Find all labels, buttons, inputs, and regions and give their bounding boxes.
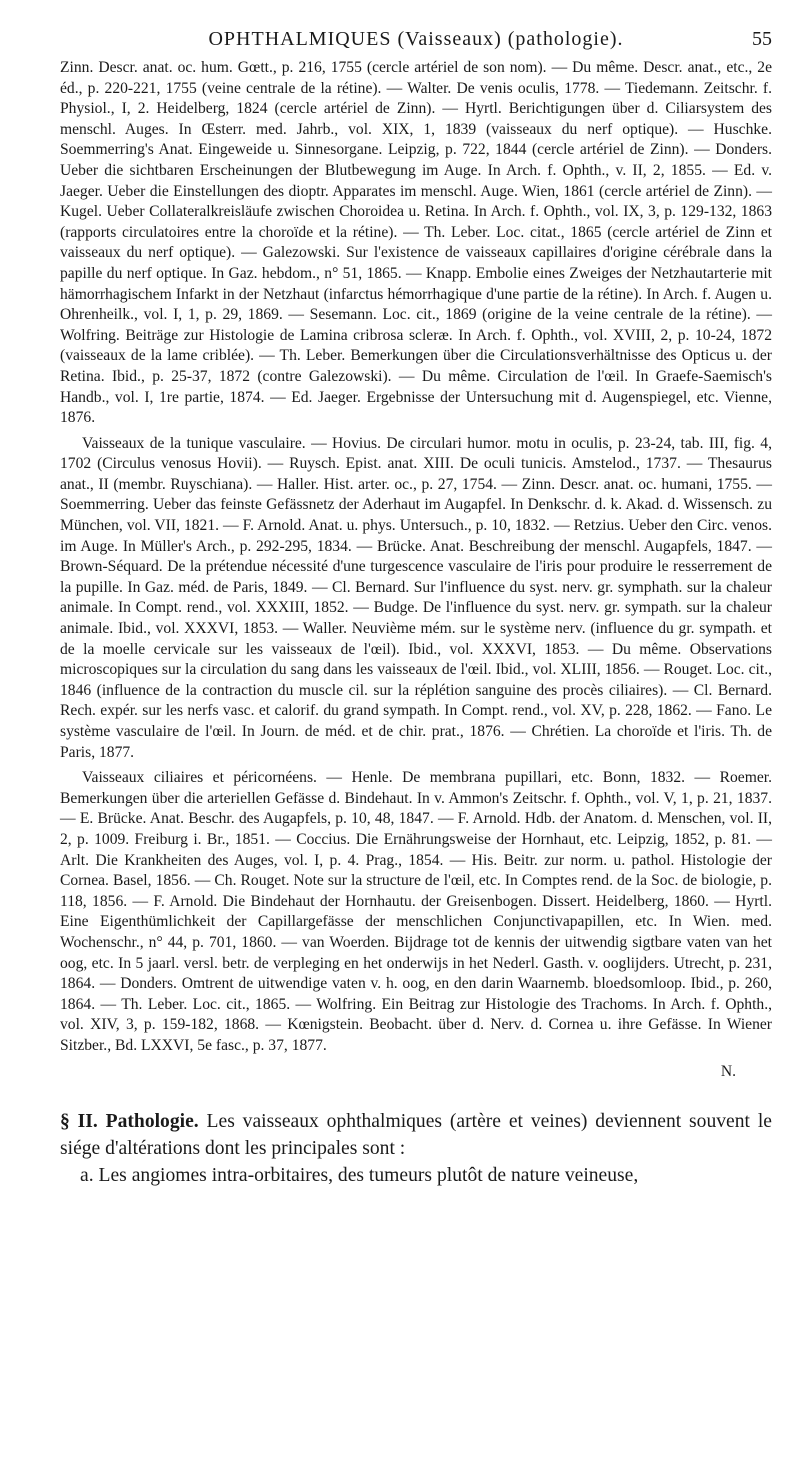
author-signature: N. bbox=[720, 1062, 736, 1080]
document-page bbox=[60, 28, 772, 1189]
bibliography bbox=[60, 58, 772, 1082]
running-title: OPHTHALMIQUES (Vaisseaux) (pathologie). bbox=[208, 28, 624, 50]
list-item-marker: a. bbox=[80, 1165, 94, 1187]
list-item bbox=[60, 1162, 772, 1189]
running-head bbox=[60, 28, 772, 58]
reference-paragraph: Vaisseaux de la tunique vasculaire. — Hovius. De circulari humor. motu in oculis, p. 23-24, tab. III, fig. 4, 1702 (Circulus venosus Hovii). — Ruysch. Epist. anat. XIII. De oculi tunicis. Amstelod., 1737. — Thesaurus anat., II (membr. Ruyschiana). — Haller. Hist. arter. oc., p. 27, 1754. — Zinn. Descr. anat. oc. humani, 1755. — Soemmerring. Ueber das feinste Gefässnetz der Aderhaut im Augapfel. In Denkschr. d. k. Akad. d. Wissensch. zu München, vol. VII, 1821. — F. Arnold. Anat. u. phys. Untersuch., p. 10, 1832. — Retzius. Ueber den Circ. venos. im Auge. In Müller's Arch., p. 292-295, 1834. — Brücke. Anat. Beschreibung der menschl. Augapfels, 1847. — Brown-Séquard. De la prétendue nécessité d'une turgescence vasculaire de l'iris pour produire le resserrement de la pupille. In Gaz. méd. de Paris, 1849. — Cl. Bernard. Sur l'influence du syst. nerv. gr. symphath. sur la chaleur animale. In Compt. rend., vol. XXXIII, 1852. — Budge. De l'influence du syst. nerv. gr. sympath. sur la chaleur animale. Ibid., vol. XXXVI, 1853. — Waller. Neuvième mém. sur le système nerv. (influence du gr. sympath. et de la moelle cervicale sur les vaisseaux de l'œil). Ibid., vol. XXXVI, 1853. — Du même. Observations microscopiques sur la circulation du sang dans les vaisseaux de l'œil. Ibid., vol. XLIII, 1856. — Rouget. Loc. cit., 1846 (influence de la contraction du muscle cil. sur la réplétion sanguine des procès ciliaires). — Cl. Bernard. Rech. expér. sur les nerfs vasc. et calorif. du grand sympath. In Compt. rend., vol. XV, p. 228, 1862. — Fano. Le système vasculaire de l'œil. In Journ. de méd. et de chir. prat., 1876. — Chrétien. La choroïde et l'iris. Th. de Paris, 1877. bbox=[60, 434, 772, 761]
section-intro-text: Les vaisseaux ophthalmiques (artère et veines) deviennent souvent le siége d'altérations dont les principales sont : bbox=[60, 1111, 772, 1160]
page-number: 55 bbox=[752, 28, 772, 50]
section-body bbox=[60, 1108, 772, 1189]
reference-paragraph: Vaisseaux ciliaires et péricornéens. — Henle. De membrana pupillari, etc. Bonn, 1832. — Roemer. Bemerkungen über die arteriellen Gefässe d. Bindehaut. In v. Ammon's Zeitschr. f. Ophth., vol. V, 1, p. 21, 1837. — E. Brücke. Anat. Beschr. des Augapfels, p. 10, 48, 1847. — F. Arnold. Hdb. der Anatom. d. Menschen, vol. II, 2, p. 1009. Freiburg i. Br., 1851. — Coccius. Die Ernährungsweise der Hornhaut, etc. Leipzig, 1852, p. 81. — Arlt. Die Krankheiten des Auges, vol. I, p. 4. Prag., 1854. — His. Beitr. zur norm. u. pathol. Histologie der Cornea. Basel, 1856. — Ch. Rouget. Note sur la structure de l'œil, etc. In Comptes rend. de la Soc. de biologie, p. 118, 1856. — F. Arnold. Die Bindehaut der Hornhautu. der Greisenbogen. Dissert. Heidelberg, 1860. — Hyrtl. Eine Eigenthümlichkeit der Capillargefässe der menschlichen Conjunctivapapillen, etc. In Wien. med. Wochenschr., n° 44, p. 701, 1860. — van Woerden. Bijdrage tot de kennis der uitwendig sigtbare vaten van het oog, etc. In 5 jaarl. versl. betr. de verpleging en het onderwijs in het Nederl. Gasth. v. ooglijders. Utrecht, p. 231, 1864. — Donders. Omtrent de uitwendige vaten v. h. oog, en den darin Waarnemb. bloedsomloop. Ibid., p. 260, 1864. — Th. Leber. Loc. cit., 1865. — Wolfring. Ein Beitrag zur Histologie des Trachoms. In Arch. f. Ophth., vol. XIV, 3, p. 159-182, 1868. — Kœnigstein. Beobacht. über d. Nerv. d. Cornea u. ihre Gefässe. In Wiener Sitzber., Bd. LXXVI, 5e fasc., p. 37, 1877. bbox=[60, 769, 772, 1054]
section-intro bbox=[60, 1108, 772, 1162]
section-heading: § II. Pathologie. bbox=[60, 1111, 199, 1133]
reference-paragraph: Zinn. Descr. anat. oc. hum. Gœtt., p. 216, 1755 (cercle artériel de son nom). — Du même. Descr. anat., etc., 2e éd., p. 220-221, 1755 (veine centrale de la rétine). — Walter. De venis oculis, 1778. — Tiedemann. Zeitschr. f. Physiol., I, 2. Heidelberg, 1824 (cercle artériel de Zinn). — Hyrtl. Berichtigungen über d. Ciliarsystem des menschl. Auges. In Œsterr. med. Jahrb., vol. XIX, 1, 1839 (vaisseaux du nerf optique). — Huschke. Soemmerring's Anat. Eingeweide u. Sinnesorgane. Leipzig, p. 722, 1844 (cercle artériel de Zinn). — Donders. Ueber die sichtbaren Erscheinungen der Blutbewegung im Auge. In Arch. f. Ophth., v. II, 2, 1855. — Ed. v. Jaeger. Ueber die Einstellungen des dioptr. Apparates im menschl. Auge. Wien, 1861 (cercle artériel de Zinn). — Kugel. Ueber Collateralkreisläufe zwischen Choroidea u. Retina. In Arch. f. Ophth., vol. IX, 3, p. 129-132, 1863 (rapports circulatoires entre la choroïde et la rétine). — Th. Leber. Loc. citat., 1865 (cercle artériel de Zinn et vaisseaux du nerf optique). — Galezowski. Sur l'existence de vaisseaux capillaires d'origine cérébrale dans la papille du nerf optique. In Gaz. hebdom., n° 51, 1865. — Knapp. Embolie eines Zweiges der Netzhautarterie mit hämorrhagischem Infarkt in der Netzhaut (infarctus hémorrhagique d'une partie de la rétine). In Arch. f. Augen u. Ohrenheilk., vol. I, 1, p. 29, 1869. — Sesemann. Loc. cit., 1869 (origine de la veine centrale de la rétine). — Wolfring. Beiträge zur Histologie de Lamina cribrosa scleræ. In Arch. f. Ophth., vol. XVIII, 2, p. 10-24, 1872 (vaisseaux de la lame criblée). — Th. Leber. Bemerkungen über die Circulationsverhältnisse des Opticus u. der Retina. Ibid., p. 25-37, 1872 (contre Galezowski). — Du même. Circulation de l'œil. In Graefe-Saemisch's Handb., vol. I, 1re partie, 1874. — Ed. Jaeger. Ergebnisse der Untersuchung mit d. Augenspiegel, etc. Vienne, 1876. bbox=[60, 59, 772, 427]
list-item-text: Les angiomes intra-orbitaires, des tumeurs plutôt de nature veineuse, bbox=[98, 1165, 639, 1187]
